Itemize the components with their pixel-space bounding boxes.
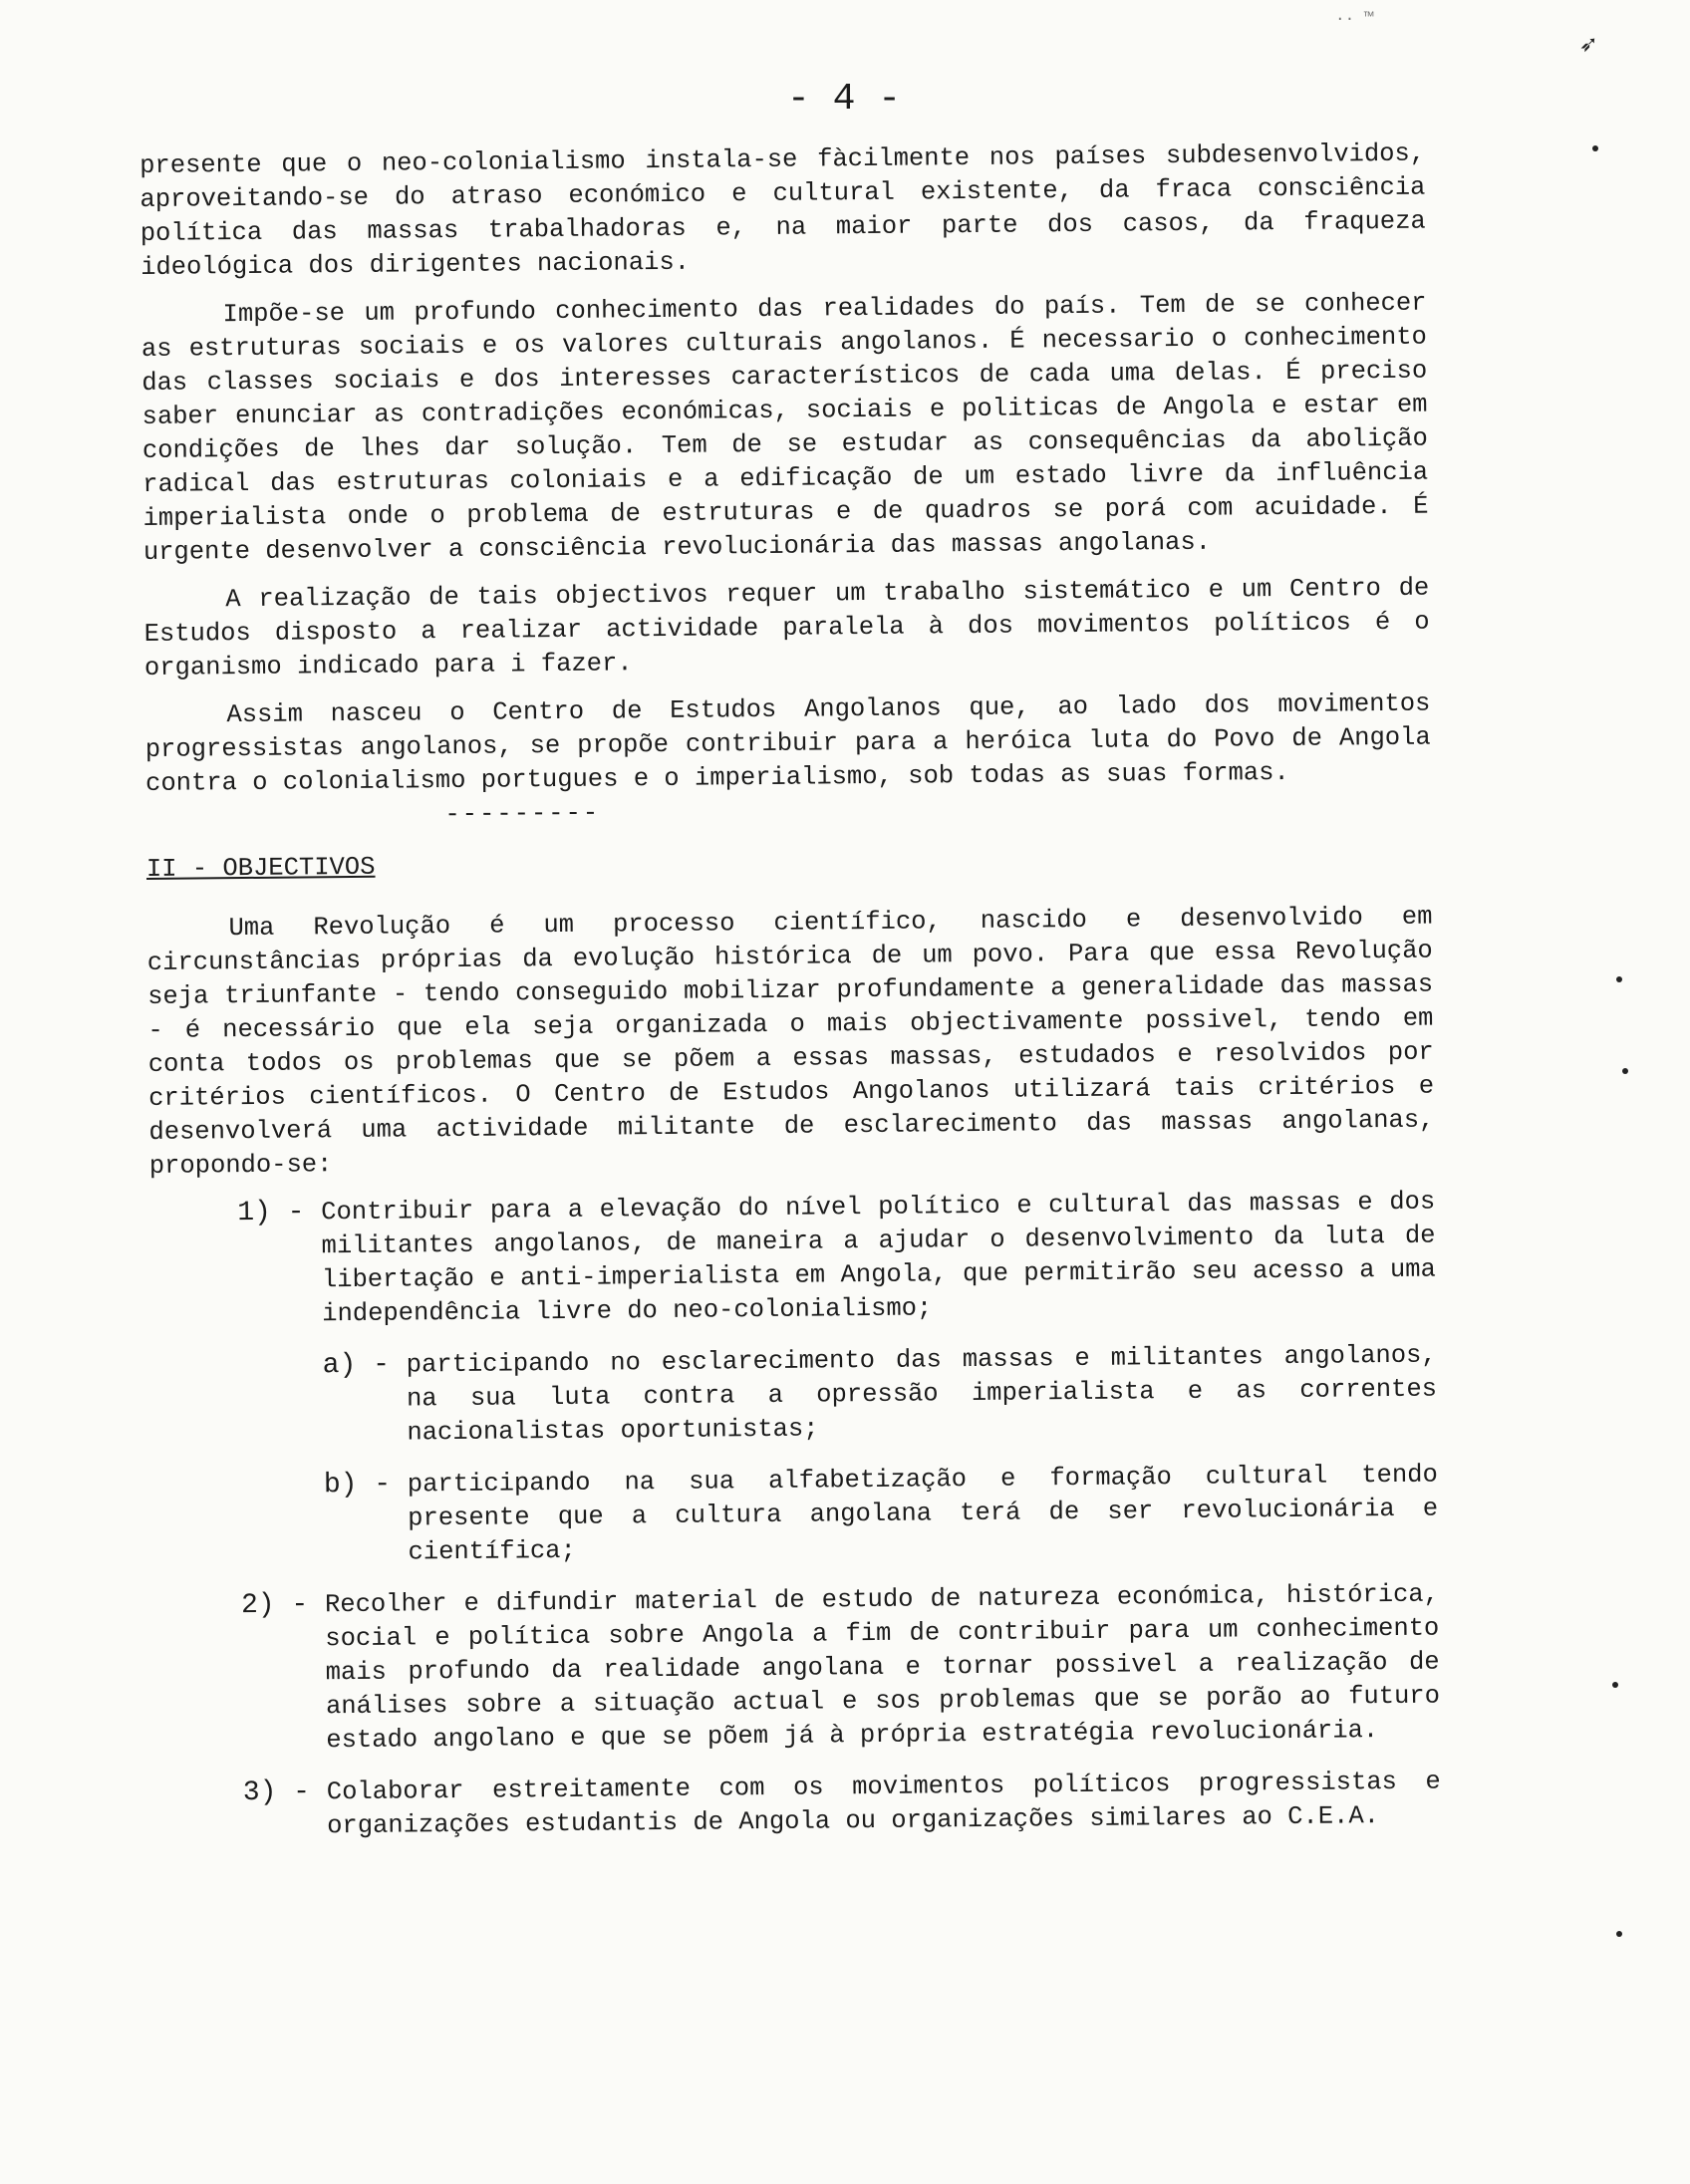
list-item-number: a) -	[322, 1349, 391, 1382]
list-item-number: 2) -	[240, 1589, 309, 1622]
section-intro: Uma Revolução é um processo científico, nascido e desenvolvido em circunstâncias próprias da evolução histórica de um povo. Para que essa Revolução seja triunfante - tendo conseguido mobilizar profundamente a generalidade das massas - é necessário que ela seja organizada o mais objectivamente possivel, tendo em conta todos os problemas que se põem a essas massas, estudados e resolvidos por critérios científicos. O Centro de Estudos Angolanos utilizará tais critérios e desenvolverá uma actividade militante de esclarecimento das massas angolanas, propondo-se:	[146, 902, 1435, 1181]
list-item-number: b) -	[323, 1469, 392, 1502]
list-item	[151, 1339, 1438, 1453]
list-item-text: participando na sua alfabetização e formação cultural tendo presente que a cultura angolana terá de ser revolucionária e científica;	[407, 1460, 1439, 1567]
list-item	[152, 1459, 1439, 1572]
paragraph-objectives-realization: A realização de tais objectivos requer um trabalho sistemático e um Centro de Estudos disposto a realizar actividade paralela à dos movimentos políticos é o organismo indicado para i fazer.	[143, 573, 1430, 682]
list-item	[149, 1186, 1436, 1333]
paragraph-knowledge: Impõe-se um profundo conhecimento das realidades do país. Tem de se conhecer as estruturas sociais e os valores culturais angolanos. É necessario o conhecimento das classes sociais e dos interesses característicos de cada uma delas. É preciso saber enunciar as contradições económicas, sociais e politicas de Angola e estar em condições de lhes dar solução. Tem de se estudar as consequências da abolição radical das estruturas coloniais e a edificação de um estado livre da influência imperialista onde o problema de estruturas e de quadros se porá com acuidade. É urgente desenvolver a consciência revolucionária das massas angolanas.	[141, 288, 1429, 567]
paragraph-centre-founding: Assim nasceu o Centro de Estudos Angolanos que, ao lado dos movimentos progressistas angolanos, se propõe contribuir para a heróica luta do Povo de Angola contra o colonialismo portugues e o imperialismo, sob todas as suas formas.	[144, 688, 1431, 798]
document-body	[140, 137, 1441, 1863]
list-item-text: participando no esclarecimento das massas e militantes angolanos, na sua luta contra a opressão imperialista e as correntes nacionalistas oportunistas;	[406, 1340, 1438, 1448]
paragraph-continuation: presente que o neo-colonialismo instala-se fàcilmente nos países subdesenvolvidos, aproveitando-se do atraso económico e cultural existente, da fraca consciência política das massas trabalhadoras e, na maior parte dos casos, da fraqueza ideológica dos dirigentes nacionais.	[140, 138, 1426, 282]
section-heading-text: II - OBJECTIVOS	[145, 852, 376, 884]
page-number: - 4 -	[787, 78, 902, 121]
list-item	[155, 1766, 1442, 1845]
dash-separator: ---------	[444, 798, 601, 830]
list-item-text: Contribuir para a elevação do nível político e cultural das massas e dos militantes angolanos, de maneira a ajudar o desenvolvimento da luta de libertação e anti-imperialista em Angola, que permitirão seu acesso a uma independência livre do neo-colonialismo;	[321, 1187, 1436, 1329]
list-item-number: 3) -	[242, 1776, 311, 1809]
list-item-number: 1) -	[237, 1197, 305, 1229]
scan-speck-icon: ➶	[1579, 32, 1596, 63]
scan-mark: ·· ™	[1335, 10, 1374, 28]
list-item-text: Recolher e difundir material de estudo de natureza económica, histórica, social e política sobre Angola a fim de contribuir para um conhecimento mais profundo da realidade angolana e tornar possivel a realização de análises sobre a situação actual e sos problemas que se porão ao futuro estado angolano e que se põem já à própria estratégia revolucionária.	[324, 1579, 1441, 1756]
section-heading	[146, 841, 1432, 887]
scan-speck-icon	[1622, 1068, 1628, 1074]
scan-speck-icon	[1612, 1682, 1618, 1688]
list-item	[153, 1578, 1441, 1760]
scan-speck-icon	[1616, 1931, 1622, 1937]
list-item-text: Colaborar estreitamente com os movimentos políticos progressistas e organizações estudantis de Angola ou organizações similares ao C.E.A.	[326, 1767, 1441, 1841]
scan-speck-icon	[1592, 145, 1598, 151]
scan-speck-icon	[1616, 976, 1622, 982]
